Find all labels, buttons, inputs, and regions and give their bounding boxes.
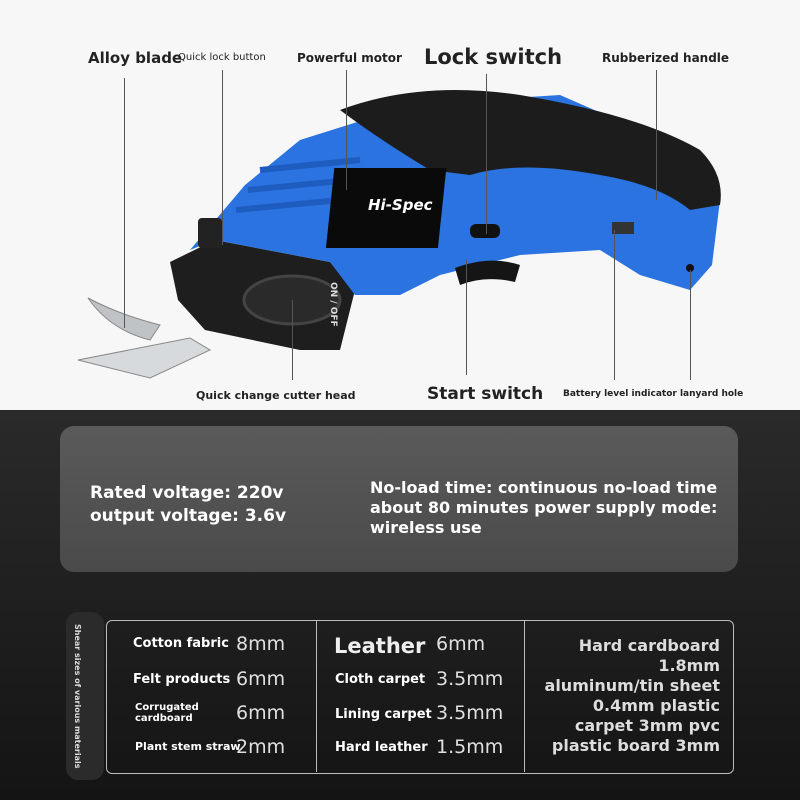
- material-line: Hard cardboard: [578, 636, 720, 655]
- side-tab: [66, 612, 104, 780]
- onoff-text: ON / OFF: [328, 282, 338, 327]
- quick-lock-shape: [198, 218, 222, 248]
- material-value: 2mm: [236, 736, 286, 758]
- callout-line-battery: [614, 230, 615, 380]
- material-name: Cotton fabric: [133, 636, 229, 651]
- callout-line-blade: [124, 78, 125, 328]
- material-name: Plant stem straw: [135, 740, 241, 753]
- material-name: Cloth carpet: [335, 672, 426, 687]
- callout-line-start: [466, 260, 467, 375]
- material-line: aluminum/tin sheet: [544, 676, 720, 695]
- material-value: 1.5mm: [436, 736, 504, 758]
- material-line: carpet 3mm pvc: [574, 716, 720, 735]
- label-quick-lock: Quick lock button: [178, 52, 266, 63]
- lower-blade-shape: [78, 338, 210, 378]
- label-start-switch: Start switch: [427, 384, 544, 404]
- callout-line-motor: [346, 70, 347, 190]
- material-name: Felt products: [133, 672, 231, 687]
- callout-line-lock: [486, 74, 487, 234]
- material-value: 8mm: [236, 633, 286, 655]
- callout-line-handle: [656, 70, 657, 200]
- label-powerful-motor: Powerful motor: [297, 51, 402, 65]
- material-line: 0.4mm plastic: [592, 696, 720, 715]
- material-line: 1.8mm: [658, 656, 720, 675]
- material-value: 6mm: [236, 668, 286, 690]
- table-divider-1: [316, 620, 317, 772]
- noload-spec: No-load time: continuous no-load time about 80 minutes power supply mode: wireless use: [370, 478, 718, 537]
- label-quick-change: Quick change cutter head: [196, 389, 356, 402]
- brand-logo: Hi-Spec: [368, 196, 433, 214]
- callout-line-quicklock: [222, 70, 223, 245]
- material-text-block: [545, 636, 720, 756]
- material-line: plastic board 3mm: [551, 736, 720, 755]
- label-rubberized-handle: Rubberized handle: [602, 51, 730, 65]
- label-battery-indicator: Battery level indicator lanyard hole: [563, 389, 744, 399]
- output-voltage: output voltage: 3.6v: [90, 506, 287, 526]
- rated-voltage: Rated voltage: 220v: [90, 483, 284, 503]
- material-value: 3.5mm: [436, 668, 504, 690]
- material-value: 6mm: [436, 633, 486, 655]
- table-divider-2: [524, 620, 525, 772]
- battery-indicator-shape: [612, 222, 634, 234]
- voltage-specs: [90, 482, 286, 528]
- label-lock-switch: Lock switch: [424, 45, 563, 69]
- callout-line-quickchange: [292, 300, 293, 380]
- material-name: Lining carpet: [335, 707, 432, 722]
- callout-line-lanyard: [690, 270, 691, 380]
- material-value: 6mm: [236, 702, 286, 724]
- label-alloy-blade: Alloy blade: [88, 49, 183, 67]
- material-name: Leather: [334, 634, 426, 658]
- material-name: Hard leather: [335, 740, 428, 755]
- side-label: Shear sizes of various materials: [73, 623, 82, 769]
- material-name: Corrugated cardboard: [135, 702, 199, 724]
- lock-switch-shape: [470, 224, 500, 238]
- material-value: 3.5mm: [436, 702, 504, 724]
